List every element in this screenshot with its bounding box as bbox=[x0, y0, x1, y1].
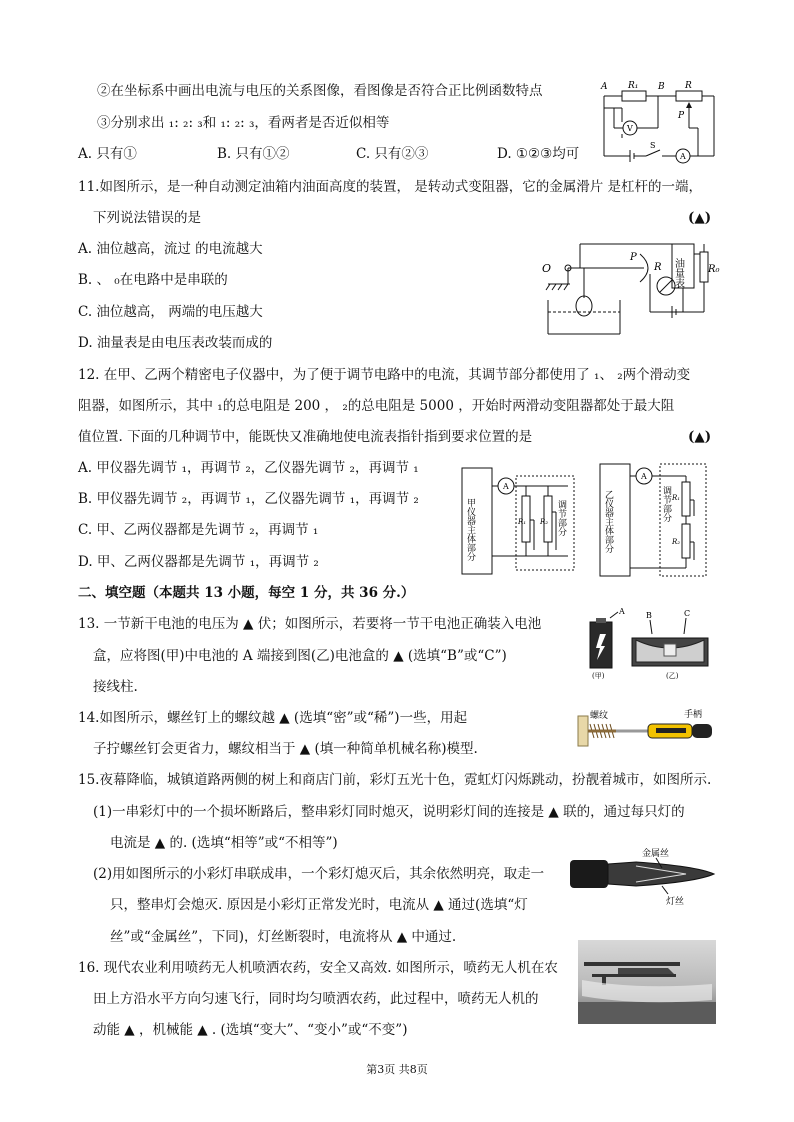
q12-label-r1-jia: R₁ bbox=[518, 518, 527, 526]
q10-label-a: A bbox=[601, 82, 608, 92]
q13-battery-figure bbox=[584, 606, 716, 680]
q14-line-1: 14.如图所示，螺丝钉上的螺纹越 ▲ (选填“密”或“稀”)一些，用起 bbox=[78, 710, 468, 726]
q11-oil-gauge-figure bbox=[540, 234, 722, 340]
q14-label-handle: 手柄 bbox=[684, 710, 703, 720]
q10-label-r1: R₁ bbox=[628, 81, 639, 91]
q14-screwdriver-figure bbox=[576, 706, 716, 754]
q12-label-adjust-yi: 调节部分 bbox=[661, 486, 671, 522]
q12-option-d: D. 甲、乙两仪器都是先调节 ₁，再调节 ₂ bbox=[78, 554, 319, 570]
q12-option-b: B. 甲仪器先调节 ₂，再调节 ₁，乙仪器先调节 ₁，再调节 ₂ bbox=[78, 491, 419, 507]
q12-label-main-yi: 乙仪器主体部分 bbox=[603, 490, 613, 553]
q14-line-2: 子拧螺丝钉会更省力，螺纹相当于 ▲ (填一种简单机械名称)模型. bbox=[93, 741, 478, 757]
q16-drone-photo bbox=[578, 940, 716, 1024]
q11-option-b: B. 、 ₀在电路中是串联的 bbox=[78, 272, 228, 288]
q10-option-c: C. 只有②③ bbox=[356, 146, 429, 162]
q15-line-2: (1)一串彩灯中的一个损坏断路后，整串彩灯同时熄灭，说明彩灯间的连接是 ▲ 联的，通过每只灯的 bbox=[93, 804, 685, 820]
q12-option-a: A. 甲仪器先调节 ₁，再调节 ₂，乙仪器先调节 ₂，再调节 ₁ bbox=[78, 460, 419, 476]
q13-label-yi: (乙) bbox=[666, 672, 679, 680]
q13-label-b: B bbox=[646, 611, 652, 620]
section-2-title: 二、填空题（本题共 13 小题，每空 1 分，共 36 分.） bbox=[78, 585, 415, 601]
q11-stem-line-1: 11.如图所示，是一种自动测定油箱内油面高度的装置， 是转动式变阻器，它的金属滑片 是杠杆的一端， bbox=[78, 179, 703, 195]
page-footer: 第3页 共8页 bbox=[366, 1063, 428, 1076]
q12-label-r1-yi: R₁ bbox=[672, 494, 681, 502]
q10-label-b: B bbox=[658, 82, 665, 92]
q10-item-2: ②在坐标系中画出电流与电压的关系图像，看图像是否符合正比例函数特点 bbox=[97, 83, 543, 99]
q12-label-adjust-jia: 调节部分 bbox=[556, 500, 566, 536]
q12-stem-line-3: 值位置. 下面的几种调节中，能既快又准确地使电流表指针指到要求位置的是 bbox=[78, 429, 533, 445]
q11-option-c: C. 油位越高， 两端的电压越大 bbox=[78, 304, 263, 320]
q13-line-2: 盒，应将图(甲)中电池的 A 端接到图(乙)电池盒的 ▲ (选填“B”或“C”) bbox=[93, 648, 507, 664]
q10-label-r: R bbox=[685, 81, 692, 91]
q16-line-2: 田上方沿水平方向匀速飞行，同时均匀喷洒农药，此过程中，喷药无人机的 bbox=[93, 991, 539, 1007]
q12-label-r2-yi: R₂ bbox=[672, 538, 681, 546]
q13-label-c: C bbox=[684, 609, 691, 618]
q15-line-6: 丝”或“金属丝”，下同)，灯丝断裂时，电流将从 ▲ 中通过. bbox=[110, 929, 457, 945]
q12-ammeter-label-yi: A bbox=[641, 472, 647, 481]
q15-bulb-figure bbox=[566, 842, 718, 906]
q12-label-r2-jia: R₂ bbox=[540, 518, 549, 526]
q12-stem-line-1: 12. 在甲、乙两个精密电子仪器中，为了便于调节电路中的电流，其调节部分都使用了 ₁、 ₂两个滑动变 bbox=[78, 367, 691, 383]
q11-label-o: O bbox=[542, 262, 552, 275]
q11-option-d: D. 油量表是由电压表改装而成的 bbox=[78, 335, 273, 351]
q12-circuit-figures bbox=[460, 460, 714, 580]
q15-line-1: 15.夜幕降临，城镇道路两侧的树上和商店门前，彩灯五光十色，霓虹灯闪烁跳动，扮靓着城市，如图所示. bbox=[78, 772, 712, 788]
q14-label-thread: 螺纹 bbox=[590, 711, 609, 721]
q11-answer-mark: (▲) bbox=[688, 210, 712, 226]
q10-option-b: B. 只有①② bbox=[217, 146, 290, 162]
q10-voltmeter-label: V bbox=[627, 124, 633, 133]
q10-item-3: ③分别求出 ₁: ₂: ₃和 ₁: ₂: ₃，看两者是否近似相等 bbox=[97, 115, 390, 131]
q11-label-p: P bbox=[630, 252, 637, 263]
q13-line-3: 接线柱. bbox=[93, 679, 138, 695]
q11-option-a: A. 油位越高，流过 的电流越大 bbox=[78, 241, 263, 257]
q12-label-main-jia: 甲仪器主体部分 bbox=[465, 498, 475, 561]
q15-line-3: 电流是 ▲ 的. (选填“相等”或“不相等”) bbox=[110, 835, 338, 851]
q10-circuit-figure bbox=[592, 78, 722, 166]
q11-label-r: R bbox=[654, 262, 662, 273]
q11-label-r0: R₀ bbox=[708, 264, 720, 275]
q10-label-p: P bbox=[678, 111, 685, 121]
q12-option-c: C. 甲、乙两仪器都是先调节 ₂，再调节 ₁ bbox=[78, 522, 319, 538]
q15-line-5: 只，整串灯会熄灭. 原因是小彩灯正常发光时，电流从 ▲ 通过(选填“灯 bbox=[110, 897, 528, 913]
q10-option-a: A. 只有① bbox=[78, 146, 137, 162]
q13-label-a: A bbox=[619, 607, 625, 616]
q16-line-1: 16. 现代农业利用喷药无人机喷洒农药，安全又高效. 如图所示，喷药无人机在农 bbox=[78, 960, 558, 976]
q10-option-d: D. ①②③均可 bbox=[497, 146, 580, 162]
q16-line-3: 动能 ▲ ，机械能 ▲ . (选填“变大”、“变小”或“不变”) bbox=[93, 1022, 408, 1038]
q12-ammeter-label-jia: A bbox=[503, 482, 509, 491]
q15-label-metal: 金属丝 bbox=[642, 849, 670, 859]
q13-label-jia: (甲) bbox=[592, 672, 605, 680]
q12-stem-line-2: 阻器，如图所示，其中 ₁的总电阻是 200 ， ₂的总电阻是 5000 ，开始时两滑动变阻器都处于最大阻 bbox=[78, 398, 675, 414]
q15-label-filament: 灯丝 bbox=[666, 897, 685, 906]
q10-switch-label: S bbox=[650, 141, 656, 150]
q13-line-1: 13. 一节新干电池的电压为 ▲ 伏；如图所示，若要将一节干电池正确装入电池 bbox=[78, 616, 542, 632]
q10-ammeter-label: A bbox=[680, 152, 686, 161]
q12-answer-mark: (▲) bbox=[688, 429, 712, 445]
q11-label-meter: 油量表 bbox=[672, 258, 684, 288]
q15-line-4: (2)用如图所示的小彩灯串联成串，一个彩灯熄灭后，其余依然明亮，取走一 bbox=[93, 866, 545, 882]
q11-stem-line-2: 下列说法错误的是 bbox=[93, 210, 201, 226]
